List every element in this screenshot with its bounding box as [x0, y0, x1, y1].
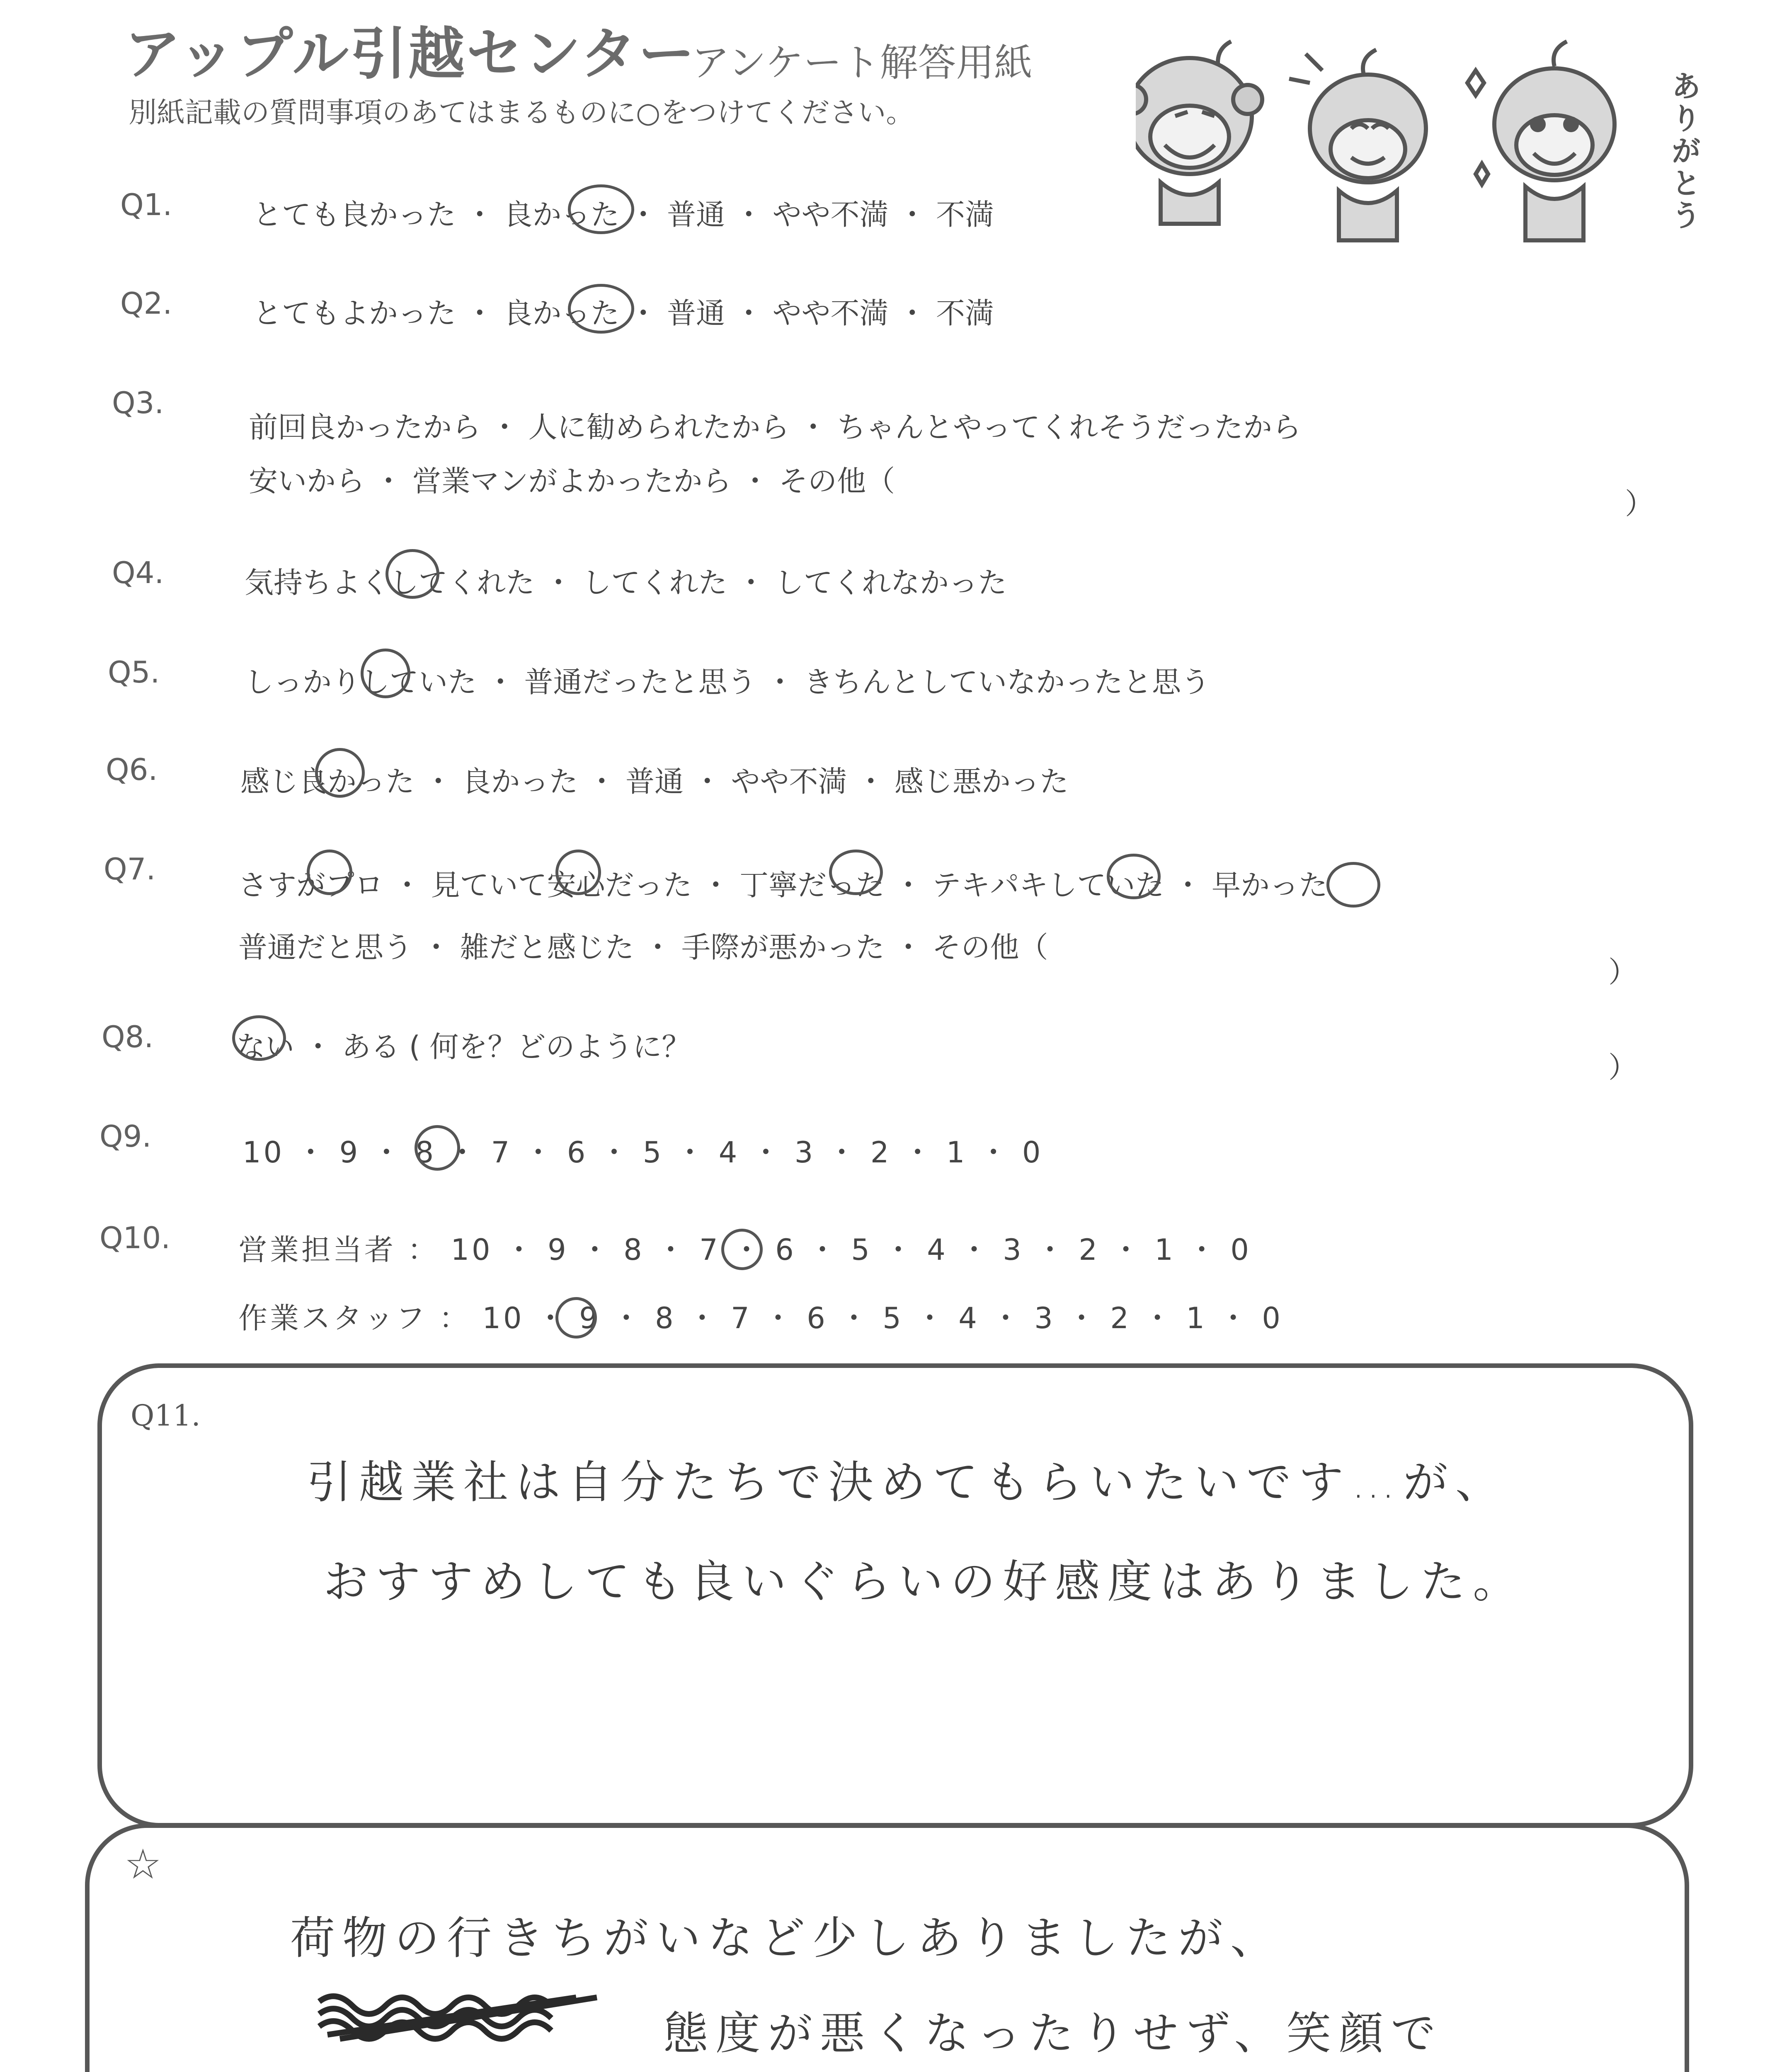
question-number-q5: Q5. — [108, 655, 160, 690]
monkey-mascot-middle — [1289, 50, 1426, 240]
q11-label: Q11. — [131, 1399, 201, 1433]
answer-circle-q6 — [315, 748, 365, 798]
company-title: アップル引越センター — [124, 22, 696, 87]
q8-paren-close: ） — [1608, 1051, 1637, 1084]
question-options-q9: 10 ・ 9 ・ 8 ・ 7 ・ 6 ・ 5 ・ 4 ・ 3 ・ 2 ・ 1 ・ 0 — [242, 1135, 1043, 1169]
mascot-thanks-caption: ありがとう — [1666, 70, 1701, 232]
star-handwritten-line2: 態度が悪くなったりせず、笑顔で — [663, 2008, 1443, 2060]
q11-handwritten-line1: 引越業社は自分たちで決めてもらいたいです…が、 — [307, 1457, 1508, 1508]
question-number-q3: Q3. — [112, 385, 164, 420]
q7-paren-close: ） — [1608, 955, 1637, 989]
instruction-text: 別紙記載の質問事項のあてはまるものに○をつけてください。 — [128, 97, 914, 129]
star-handwritten-line1: 荷物の行きちがいなど少しありましたが、 — [290, 1912, 1283, 1964]
question-options-q7-line1: さすがプロ ・ 見ていて安心だった ・ 丁寧だった ・ テキパキしていた ・ 早かった — [238, 868, 1328, 902]
scribbled-out-text — [315, 1985, 613, 2047]
question-number-q7: Q7. — [104, 852, 156, 886]
answer-circle-q7-anshin — [555, 850, 601, 895]
answer-circle-q10-sales — [721, 1229, 763, 1270]
answer-circle-q7-teinei — [829, 850, 883, 895]
question-options-q8: ない ・ ある ( 何を？どのように？ — [236, 1030, 691, 1064]
answer-circle-q9 — [415, 1125, 460, 1171]
form-subtitle: アンケート解答用紙 — [691, 41, 1033, 85]
answer-circle-q7-pro — [307, 850, 352, 895]
question-number-q6: Q6. — [106, 752, 158, 787]
answer-circle-q1 — [568, 184, 634, 234]
answer-circle-q7-hayai — [1326, 862, 1380, 908]
question-options-q5: しっかりしていた ・ 普通だったと思う ・ きちんとしていなかったと思う — [245, 665, 1210, 699]
question-number-q2: Q2. — [120, 286, 172, 321]
monkey-mascots-illustration — [1136, 33, 1700, 265]
answer-circle-q7-tekipaki — [1107, 854, 1161, 899]
question-options-q3-line2: 安いから ・ 営業マンがよかったから ・ その他（ — [249, 464, 895, 498]
answer-circle-q5 — [361, 649, 410, 698]
star-label: ☆ — [124, 1840, 162, 1888]
answer-circle-q10-staff — [555, 1297, 597, 1339]
question-options-q2: とてもよかった ・ 良かった ・ 普通 ・ やや不満 ・ 不満 — [253, 296, 994, 330]
question-number-q9: Q9. — [99, 1119, 152, 1154]
question-number-q10: Q10. — [99, 1220, 171, 1255]
question-options-q7-line2: 普通だと思う ・ 雑だと感じた ・ 手際が悪かった ・ その他（ — [238, 930, 1048, 964]
q11-handwritten-line2: おすすめしても良いぐらいの好感度はありました。 — [323, 1556, 1525, 1608]
question-options-q3-line1: 前回良かったから ・ 人に勧められたから ・ ちゃんとやってくれそうだったから — [249, 410, 1302, 444]
answer-circle-q8 — [232, 1015, 286, 1061]
question-number-q8: Q8. — [102, 1019, 154, 1054]
monkey-mascot-left — [1136, 41, 1262, 224]
question-number-q1: Q1. — [120, 187, 172, 222]
monkey-mascot-right — [1467, 41, 1615, 240]
answer-circle-q2 — [568, 284, 634, 334]
question-options-q10-sales: 営業担当者 ： 10 ・ 9 ・ 8 ・ 7 ・ 6 ・ 5 ・ 4 ・ 3 ・ 2 ・ 1 ・ 0 — [238, 1233, 1251, 1267]
question-options-q4: 気持ちよくしてくれた ・ してくれた ・ してくれなかった — [245, 566, 1007, 600]
question-options-q1: とても良かった ・ 良かった ・ 普通 ・ やや不満 ・ 不満 — [253, 198, 994, 232]
question-options-q10-staff: 作業スタッフ ： 10 ・ 9 ・ 8 ・ 7 ・ 6 ・ 5 ・ 4 ・ 3 ・ 2 ・ 1 ・ 0 — [238, 1301, 1283, 1335]
q3-paren-close: ） — [1625, 487, 1654, 521]
question-options-q6: 感じ良かった ・ 良かった ・ 普通 ・ やや不満 ・ 感じ悪かった — [240, 765, 1069, 799]
question-number-q4: Q4. — [112, 555, 164, 590]
answer-circle-q4 — [385, 549, 439, 599]
